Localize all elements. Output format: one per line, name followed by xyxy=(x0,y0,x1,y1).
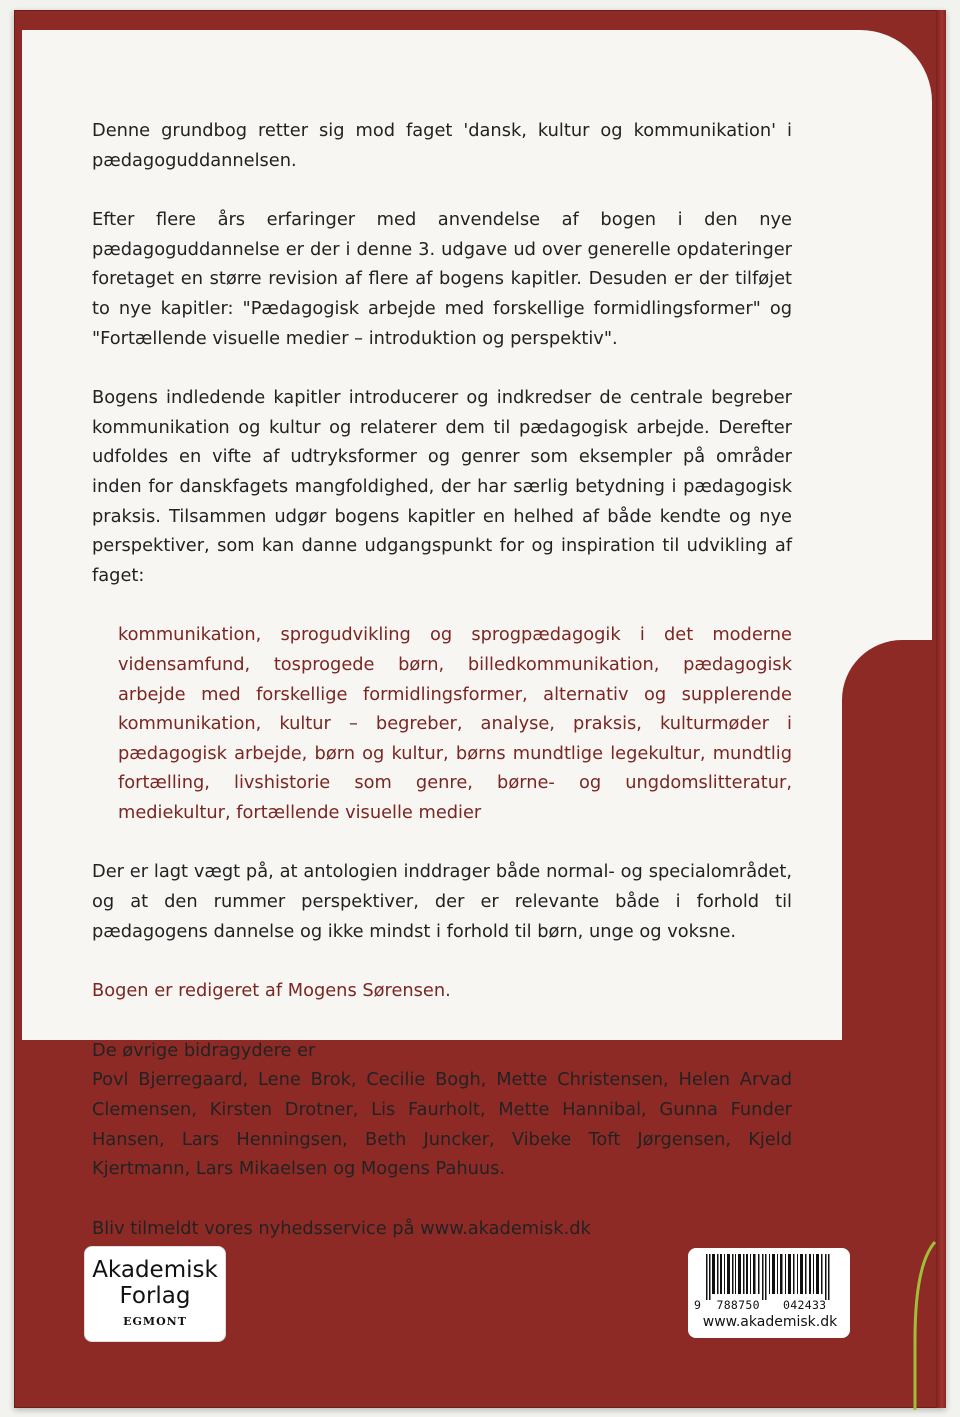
barcode xyxy=(688,1248,850,1338)
editor-line: Bogen er redigeret af Mogens Sørensen. xyxy=(92,980,451,1002)
barcode-bars xyxy=(696,1254,842,1300)
panel-notch xyxy=(842,640,932,1040)
barcode-group-2: 042433 xyxy=(783,1298,827,1312)
publisher-logo xyxy=(84,1246,226,1342)
blurb-paragraph-3: Bogens indledende kapitler introducerer og indkredser de centrale begreber kommunikation og kultur og relaterer dem til pædagogisk arbejde. Derefter udfoldes en vifte af udtryksformer og genrer som eksempler på områder inden for danskfagets mangfoldighed, der har særlig betydning i pædagogisk praksis. Tilsammen udgør bogens kapitler en helhed af både kendte og nye perspektiver, som kan danne udgangspunkt for og inspiration til udvikling af faget: xyxy=(92,387,792,586)
blurb-paragraph-1: Denne grundbog retter sig mod faget 'dansk, kultur og kommunikation' i pædagoguddannelsen. xyxy=(92,120,792,171)
barcode-group-1: 788750 xyxy=(716,1298,760,1312)
publisher-logo-line3: EGMONT xyxy=(123,1315,187,1328)
blurb-paragraph-2: Efter flere års erfaringer med anvendelse af bogen i den nye pædagoguddannelse er der i denne 3. udgave ud over generelle opdateringer foretaget en større revision af flere af bogens kapitler. Desuden er der tilføjet to nye kapitler: "Pædagogisk arbejde med forskellige formidlingsformer" og "Fortællende visuelle medier – introduktion og perspektiv". xyxy=(92,209,792,349)
newsletter-line: Bliv tilmeldt vores nyhedsservice på www.akademisk.dk xyxy=(92,1217,591,1239)
green-accent-line xyxy=(907,1240,937,1410)
contributors-intro: De øvrige bidragydere er xyxy=(92,1039,316,1061)
blurb-paragraph-4: Der er lagt vægt på, at antologien inddrager både normal- og specialområdet, og at den rummer perspektiver, der er relevante både i forhold til pædagogens dannelse og ikke mindst i forhold til børn, unge og voksne. xyxy=(92,861,792,942)
publisher-url: www.akademisk.dk xyxy=(702,1314,838,1330)
blurb-text xyxy=(92,116,792,1273)
contributors-list: Povl Bjerregaard, Lene Brok, Cecilie Bogh, Mette Christensen, Helen Arvad Clemensen, Kirsten Drotner, Lis Faurholt, Mette Hannibal, Gunna Funder Hansen, Lars Henningsen, Beth Juncker, Vibeke Toft Jørgensen, Kjeld Kjertmann, Lars Mikaelsen og Mogens Pahuus. xyxy=(92,1069,792,1180)
publisher-logo-line2: Forlag xyxy=(119,1283,191,1309)
publisher-logo-line1: Akademisk xyxy=(92,1257,218,1283)
barcode-digits xyxy=(694,1298,844,1312)
barcode-lead-digit: 9 xyxy=(694,1298,702,1312)
topics-list: kommunikation, sprogudvikling og sprogpædagogik i det moderne vidensamfund, tosprogede børn, billedkommunikation, pædagogisk arbejde med forskellige formidlingsformer, alternativ og supplerende kommunikation, kultur – begreber, analyse, praksis, kulturmøder i pædagogisk arbejde, børn og kultur, børns mundtlige legekultur, mundtlig fortælling, livshistorie som genre, børne- og ungdomslitteratur, mediekultur, fortællende visuelle medier xyxy=(118,624,792,823)
cover-edge xyxy=(936,10,946,1408)
